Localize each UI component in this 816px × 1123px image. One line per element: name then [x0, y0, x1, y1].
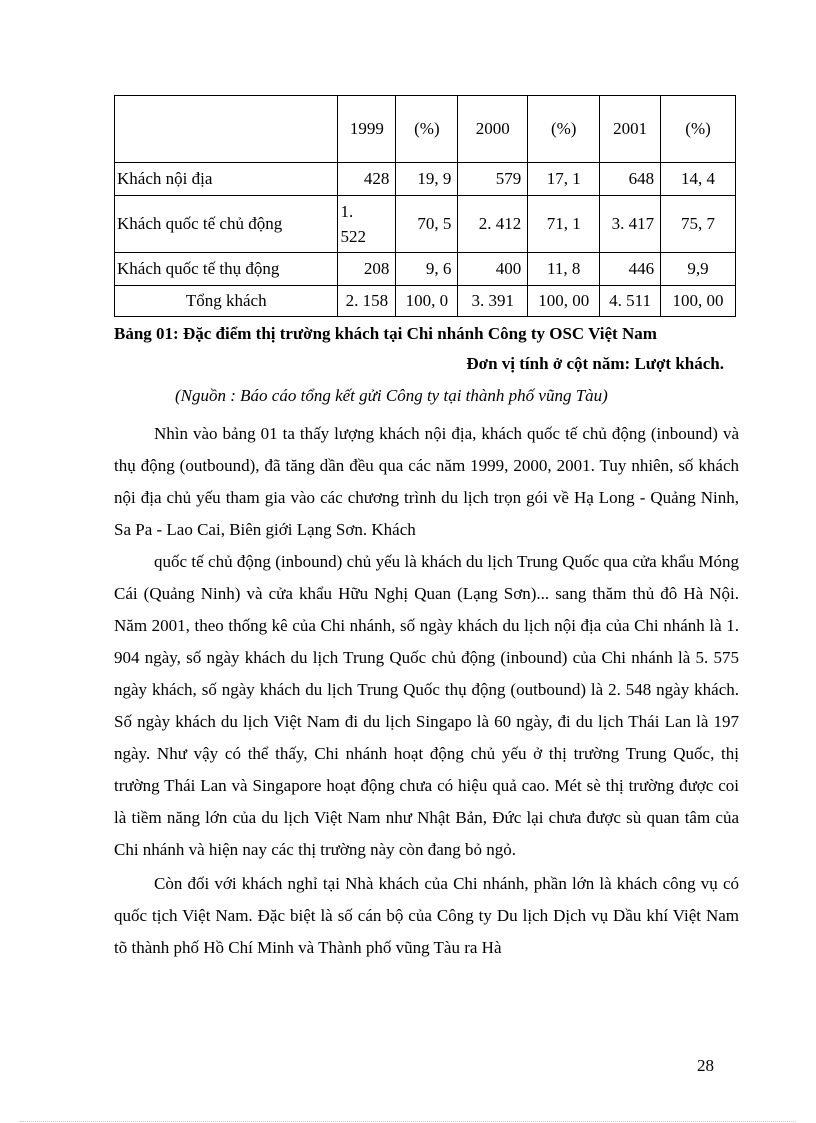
cell-line: 522 [340, 227, 366, 246]
table-cell: 19, 9 [396, 163, 458, 196]
source-note: (Nguồn : Báo cáo tổng kết gửi Công ty tại thành phố vũng Tàu) [175, 386, 608, 405]
table-cell: 11, 8 [528, 253, 600, 286]
table-cell: 14, 4 [661, 163, 736, 196]
table-cell: 3. 391 [458, 286, 528, 317]
cell-line: 1. [340, 202, 354, 221]
header-cell: (%) [396, 96, 458, 163]
table-row-total [115, 286, 736, 317]
table-cell: 9, 6 [396, 253, 458, 286]
table-cell: 9,9 [661, 253, 736, 286]
page-bottom-rule [20, 1121, 796, 1122]
row-label: Khách quốc tế thụ động [115, 253, 338, 286]
table-cell: 17, 1 [528, 163, 600, 196]
market-table [114, 95, 736, 317]
header-cell: 2001 [600, 96, 661, 163]
table-cell: 2. 158 [338, 286, 396, 317]
paragraph: Nhìn vào bảng 01 ta thấy lượng khách nội địa, khách quốc tế chủ động (inbound) và thụ động (outbound), đã tăng dần đều qua các năm 1999, 2000, 2001. Tuy nhiên, số khách nội địa chủ yếu tham gia vào các chương trình du lịch trọn gói về Hạ Long - Quảng Ninh, Sa Pa - Lao Cai, Biên giới Lạng Sơn. Khách [114, 424, 739, 539]
table-header-row [115, 96, 736, 163]
table-cell [338, 196, 396, 253]
table-cell: 3. 417 [600, 196, 661, 253]
header-cell: (%) [661, 96, 736, 163]
table-row [115, 163, 736, 196]
paragraph: Còn đối với khách nghỉ tại Nhà khách của Chi nhánh, phần lớn là khách công vụ có quốc tịch Việt Nam. Đặc biệt là số cán bộ của Công ty Du lịch Dịch vụ Dầu khí Việt Nam tõ thành phố Hồ Chí Minh và Thành phố vũng Tàu ra Hà [114, 874, 739, 957]
table-cell: 100, 0 [396, 286, 458, 317]
table-row [115, 253, 736, 286]
table-cell: 579 [458, 163, 528, 196]
unit-note: Đơn vị tính ở cột năm: Lượt khách. [466, 354, 724, 373]
table-cell: 2. 412 [458, 196, 528, 253]
row-label: Khách quốc tế chủ động [115, 196, 338, 253]
header-cell [115, 96, 338, 163]
table-row [115, 196, 736, 253]
table-cell: 75, 7 [661, 196, 736, 253]
table-cell: 208 [338, 253, 396, 286]
table-cell: 648 [600, 163, 661, 196]
header-cell: 2000 [458, 96, 528, 163]
table-cell: 70, 5 [396, 196, 458, 253]
table-cell: 100, 00 [661, 286, 736, 317]
table-cell: 100, 00 [528, 286, 600, 317]
row-label: Khách nội địa [115, 163, 338, 196]
page-number: 28 [697, 1056, 714, 1075]
header-cell: 1999 [338, 96, 396, 163]
header-cell: (%) [528, 96, 600, 163]
table-cell: 4. 511 [600, 286, 661, 317]
table-cell: 71, 1 [528, 196, 600, 253]
table-cell: 446 [600, 253, 661, 286]
row-label: Tổng khách [115, 286, 338, 317]
table-cell: 400 [458, 253, 528, 286]
table-caption: Bảng 01: Đặc điểm thị trường khách tại Chi nhánh Công ty OSC Việt Nam [114, 324, 657, 343]
table-cell: 428 [338, 163, 396, 196]
paragraph: quốc tế chủ động (inbound) chủ yếu là khách du lịch Trung Quốc qua cửa khẩu Móng Cái (Quảng Ninh) và cửa khẩu Hữu Nghị Quan (Lạng Sơn)... sang thăm thủ đô Hà Nội. Năm 2001, theo thống kê của Chi nhánh, số ngày khách du lịch nội địa của Chi nhánh là 1. 904 ngày, số ngày khách du lịch Trung Quốc chủ động (inbound) của Chi nhánh là 5. 575 ngày khách, số ngày khách du lịch Trung Quốc thụ động (outbound) là 2. 548 ngày khách. Số ngày khách du lịch Việt Nam đi du lịch Singapo là 60 ngày, đi du lịch Thái Lan là 197 ngày. Như vậy có thể thấy, Chi nhánh hoạt động chủ yếu ở thị trường Trung Quốc, thị trường Thái Lan và Singapore hoạt động chưa có hiệu quả cao. Mét sè thị trường được coi là tiềm năng lớn của du lịch Việt Nam như Nhật Bản, Đức lại chưa được sù quan tâm của Chi nhánh và hiện nay các thị trường này còn đang bỏ ngỏ. [114, 552, 739, 859]
body-text [114, 418, 739, 964]
